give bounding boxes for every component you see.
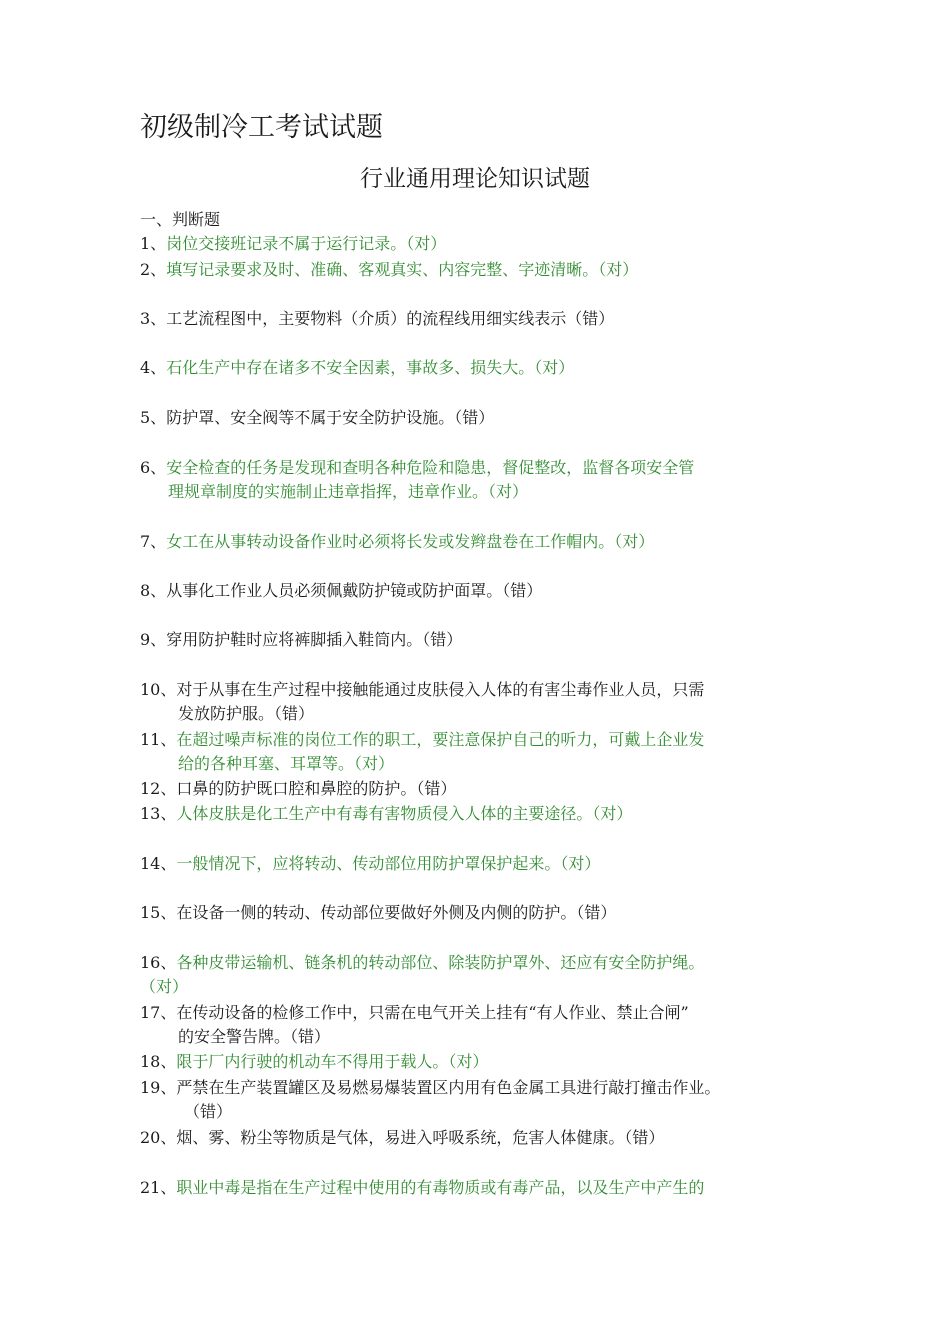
question-text: 职业中毒是指在生产过程中使用的有毒物质或有毒产品，以及生产中产生的	[176, 1178, 705, 1197]
question-text-continued: 给的各种耳塞、耳罩等。（对）	[178, 754, 395, 773]
question-number: 6、	[140, 458, 167, 477]
question-number: 1、	[140, 234, 167, 253]
question-text: 岗位交接班记录不属于运行记录。（对）	[166, 234, 447, 253]
question-text: 一般情况下，应将转动、传动部位用防护罩保护起来。（对）	[176, 854, 601, 873]
question-item	[140, 852, 600, 876]
question-text: 在设备一侧的转动、传动部位要做好外侧及内侧的防护。（错）	[176, 903, 617, 922]
question-item	[140, 728, 704, 776]
question-item	[140, 901, 616, 925]
question-number: 20、	[140, 1128, 177, 1147]
question-text: 从事化工作业人员必须佩戴防护镜或防护面罩。（错）	[166, 581, 543, 600]
question-text: 对于从事在生产过程中接触能通过皮肤侵入人体的有害尘毒作业人员，只需	[176, 680, 705, 699]
question-text: 穿用防护鞋时应将裤脚插入鞋筒内。（错）	[166, 630, 463, 649]
question-text: 填写记录要求及时、准确、客观真实、内容完整、字迹清晰。（对）	[166, 260, 639, 279]
question-item	[140, 1001, 689, 1049]
question-item	[140, 307, 614, 331]
question-number: 5、	[140, 408, 167, 427]
question-item	[140, 1050, 488, 1074]
question-number: 11、	[140, 730, 177, 749]
question-number: 8、	[140, 581, 167, 600]
question-text-continued: 理规章制度的实施制止违章指挥，违章作业。（对）	[168, 482, 529, 501]
section-heading: 一、判断题	[140, 210, 221, 229]
question-text: 在超过噪声标准的岗位工作的职工，要注意保护自己的听力，可戴上企业发	[176, 730, 705, 749]
question-item	[140, 777, 456, 801]
question-item	[140, 678, 704, 726]
question-item	[140, 579, 542, 603]
question-text: 防护罩、安全阀等不属于安全防护设施。（错）	[166, 408, 495, 427]
document-subtitle: 行业通用理论知识试题	[360, 166, 590, 192]
question-text-continued: （对）	[140, 977, 189, 996]
question-item	[140, 258, 638, 282]
question-text-continued: 发放防护服。（错）	[178, 704, 315, 723]
question-text: 安全检查的任务是发现和查明各种危险和隐患，督促整改，监督各项安全管	[166, 458, 695, 477]
question-number: 17、	[140, 1003, 177, 1022]
question-number: 12、	[140, 779, 177, 798]
question-item	[140, 802, 632, 826]
question-number: 21、	[140, 1178, 177, 1197]
question-item	[140, 1076, 720, 1124]
question-item	[140, 628, 462, 652]
question-item	[140, 1126, 664, 1150]
question-text: 石化生产中存在诸多不安全因素，事故多、损失大。（对）	[166, 358, 575, 377]
question-item	[140, 356, 574, 380]
question-text: 严禁在生产装置罐区及易燃易爆装置区内用有色金属工具进行敲打撞击作业。	[176, 1078, 721, 1097]
question-text: 各种皮带运输机、链条机的转动部位、除装防护罩外、还应有安全防护绳。	[176, 953, 705, 972]
question-number: 7、	[140, 532, 167, 551]
question-text: 烟、雾、粉尘等物质是气体，易进入呼吸系统，危害人体健康。（错）	[176, 1128, 665, 1147]
question-text: 在传动设备的检修工作中，只需在电气开关上挂有“有人作业、禁止合闸”	[176, 1003, 689, 1022]
question-number: 3、	[140, 309, 167, 328]
question-item	[140, 232, 446, 256]
question-number: 4、	[140, 358, 167, 377]
question-text: 限于厂内行驶的机动车不得用于载人。（对）	[176, 1052, 489, 1071]
question-item	[140, 1176, 704, 1200]
question-number: 18、	[140, 1052, 177, 1071]
question-text: 口鼻的防护既口腔和鼻腔的防护。（错）	[176, 779, 457, 798]
question-text-continued: 的安全警告牌。（错）	[178, 1027, 331, 1046]
question-number: 13、	[140, 804, 177, 823]
question-item	[140, 406, 494, 430]
question-text-continued: （错）	[184, 1102, 233, 1121]
question-number: 15、	[140, 903, 177, 922]
question-text: 工艺流程图中，主要物料（介质）的流程线用细实线表示（错）	[166, 309, 615, 328]
question-number: 16、	[140, 953, 177, 972]
question-number: 9、	[140, 630, 167, 649]
document-title: 初级制冷工考试试题	[140, 112, 383, 143]
question-text: 人体皮肤是化工生产中有毒有害物质侵入人体的主要途径。（对）	[176, 804, 633, 823]
question-number: 19、	[140, 1078, 177, 1097]
question-item	[140, 951, 704, 999]
question-number: 2、	[140, 260, 167, 279]
question-number: 14、	[140, 854, 177, 873]
question-text: 女工在从事转动设备作业时必须将长发或发辫盘卷在工作帽内。（对）	[166, 532, 655, 551]
question-number: 10、	[140, 680, 177, 699]
question-item	[140, 456, 694, 504]
question-item	[140, 530, 654, 554]
